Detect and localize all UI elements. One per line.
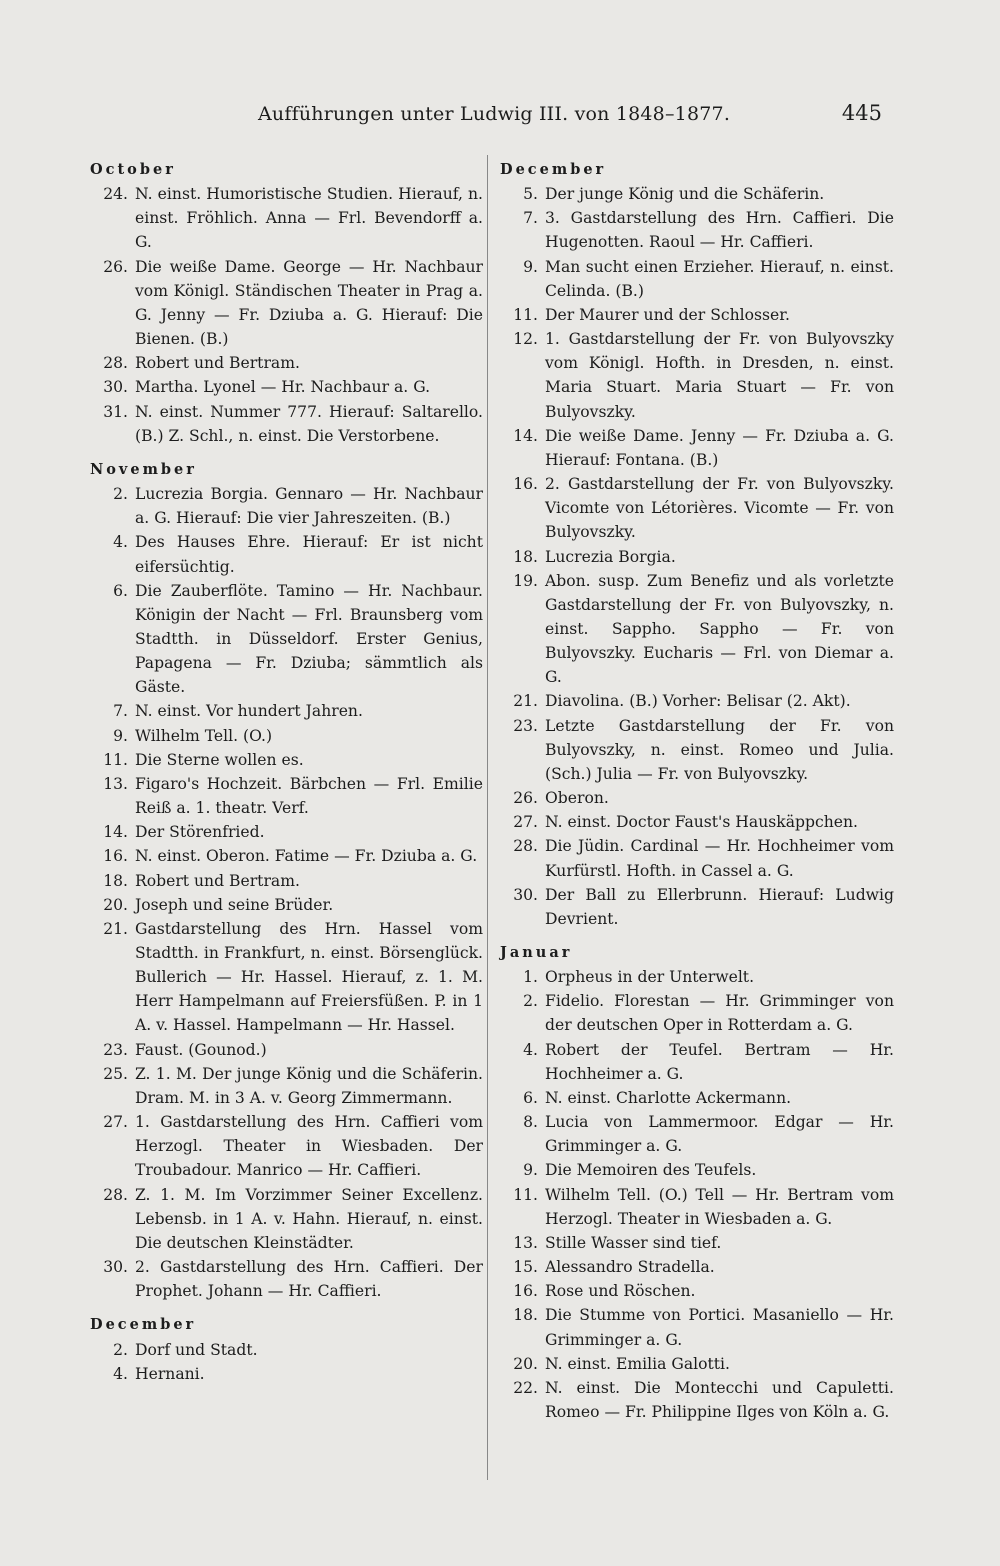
entry-date: 6. <box>523 1088 538 1107</box>
month-section <box>90 458 483 1303</box>
entry-text: N. einst. Emilia Galotti. <box>545 1354 730 1373</box>
performance-entry <box>90 530 483 578</box>
entry-date: 18. <box>513 1306 538 1325</box>
month-heading: December <box>500 161 607 178</box>
performance-entry <box>500 327 894 424</box>
performance-entry <box>500 810 894 834</box>
entry-date: 11. <box>513 1185 538 1204</box>
month-section <box>500 941 894 1424</box>
performance-entry <box>90 1183 483 1255</box>
entry-date: 12. <box>513 330 538 349</box>
entry-date: 14. <box>513 426 538 445</box>
entry-date: 2. <box>523 992 538 1011</box>
entry-date: 24. <box>103 185 128 204</box>
performance-entry <box>500 424 894 472</box>
entry-text: Die Jüdin. Cardinal — Hr. Hochheimer vom Kurfürstl. Hofth. in Cassel a. G. <box>545 837 894 880</box>
performance-entry <box>500 834 894 882</box>
page-header <box>0 103 1000 133</box>
entry-date: 14. <box>103 823 128 842</box>
performance-entry <box>90 482 483 530</box>
entry-date: 9. <box>523 257 538 276</box>
performance-list <box>500 182 894 931</box>
entry-text: 1. Gastdarstellung der Fr. von Bulyovszky vom Königl. Hofth. in Dresden, n. einst. Maria Stuart. Maria Stuart — Fr. von Bulyovszky. <box>545 330 894 421</box>
entry-text: N. einst. Nummer 777. Hierauf: Saltarello. (B.) Z. Schl., n. einst. Die Verstorbene. <box>135 402 483 445</box>
entry-text: N. einst. Die Montecchi und Capuletti. Romeo — Fr. Philippine Ilges von Köln a. G. <box>545 1378 894 1421</box>
performance-entry <box>500 569 894 690</box>
entry-date: 11. <box>103 750 128 769</box>
entry-text: Man sucht einen Erzieher. Hierauf, n. einst. Celinda. (B.) <box>545 257 894 300</box>
month-section <box>90 158 483 448</box>
entry-date: 7. <box>113 702 128 721</box>
performance-list <box>500 965 894 1424</box>
performance-entry <box>90 1062 483 1110</box>
entry-date: 28. <box>103 1185 128 1204</box>
entry-text: Fidelio. Florestan — Hr. Grimminger von der deutschen Oper in Rotterdam a. G. <box>545 992 894 1035</box>
column-divider <box>487 155 488 1480</box>
entry-date: 6. <box>113 581 128 600</box>
entry-text: Gastdarstellung des Hrn. Hassel vom Stadtth. in Frankfurt, n. einst. Börsenglück. Bullerich — Hr. Hassel. Hierauf, z. 1. M. Herr Hampelmann auf Freiersfüßen. P. in 1 A. v. Hassel. Hampelmann — Hr. Hassel. <box>135 919 483 1035</box>
entry-date: 11. <box>513 305 538 324</box>
entry-date: 4. <box>523 1040 538 1059</box>
entry-date: 27. <box>513 813 538 832</box>
performance-entry <box>90 893 483 917</box>
entry-text: N. einst. Doctor Faust's Hauskäppchen. <box>545 813 858 832</box>
entry-date: 7. <box>523 209 538 228</box>
entry-text: N. einst. Vor hundert Jahren. <box>135 702 363 721</box>
entry-text: 1. Gastdarstellung des Hrn. Caffieri vom Herzogl. Theater in Wiesbaden. Der Troubadour. Manrico — Hr. Caffieri. <box>135 1113 483 1180</box>
month-heading: October <box>90 161 176 178</box>
performance-entry <box>90 1338 483 1362</box>
entry-text: Figaro's Hochzeit. Bärbchen — Frl. Emilie Reiß a. 1. theatr. Verf. <box>135 774 483 818</box>
entry-text: Die weiße Dame. George — Hr. Nachbaur vom Königl. Ständischen Theater in Prag a. G. Jenny — Fr. Dziuba a. G. Hierauf: Die Bienen. (B.) <box>135 257 483 349</box>
performance-entry <box>500 182 894 206</box>
entry-text: Wilhelm Tell. (O.) <box>135 726 273 745</box>
entry-date: 30. <box>103 378 128 397</box>
performance-entry <box>90 375 483 399</box>
right-column <box>500 158 894 1434</box>
performance-entry <box>90 869 483 893</box>
performance-list <box>90 482 483 1303</box>
performance-entry <box>500 255 894 303</box>
performance-entry <box>500 1231 894 1255</box>
entry-date: 4. <box>113 533 128 552</box>
entry-date: 25. <box>103 1064 128 1083</box>
entry-date: 9. <box>113 726 128 745</box>
entry-date: 18. <box>513 547 538 566</box>
entry-text: Robert und Bertram. <box>135 354 300 373</box>
performance-entry <box>90 1255 483 1303</box>
entry-text: N. einst. Oberon. Fatime — Fr. Dziuba a. G. <box>135 847 478 866</box>
performance-entry <box>90 255 483 352</box>
performance-entry <box>500 1352 894 1376</box>
entry-text: Die Stumme von Portici. Masaniello — Hr. Grimminger a. G. <box>545 1306 894 1349</box>
entry-date: 21. <box>103 919 128 938</box>
entry-text: Robert und Bertram. <box>135 871 300 890</box>
performance-entry <box>500 545 894 569</box>
performance-entry <box>90 1110 483 1182</box>
entry-date: 23. <box>513 716 538 735</box>
entry-text: Dorf und Stadt. <box>135 1340 258 1359</box>
entry-text: 2. Gastdarstellung der Fr. von Bulyovszky. Vicomte von Létorières. Vicomte — Fr. von Bulyovszky. <box>545 475 894 542</box>
entry-text: Lucia von Lammermoor. Edgar — Hr. Grimminger a. G. <box>545 1113 894 1156</box>
performance-entry <box>90 400 483 448</box>
month-heading: Januar <box>500 944 573 961</box>
performance-entry <box>500 714 894 786</box>
entry-date: 21. <box>513 692 538 711</box>
performance-entry <box>500 1279 894 1303</box>
entry-date: 20. <box>513 1354 538 1373</box>
entry-text: Rose und Röschen. <box>545 1282 696 1301</box>
entry-text: Robert der Teufel. Bertram — Hr. Hochheimer a. G. <box>545 1040 894 1083</box>
entry-text: 3. Gastdarstellung des Hrn. Caffieri. Die Hugenotten. Raoul — Hr. Caffieri. <box>545 209 894 252</box>
performance-entry <box>90 917 483 1038</box>
performance-entry <box>500 1158 894 1182</box>
entry-text: Diavolina. (B.) Vorher: Belisar (2. Akt). <box>545 692 851 711</box>
entry-text: Alessandro Stradella. <box>545 1258 715 1277</box>
entry-text: Z. 1. M. Der junge König und die Schäferin. Dram. M. in 3 A. v. Georg Zimmermann. <box>135 1064 483 1107</box>
entry-text: Die Memoiren des Teufels. <box>545 1161 757 1180</box>
entry-date: 16. <box>513 475 538 494</box>
performance-entry <box>90 772 483 820</box>
month-section <box>500 158 894 931</box>
entry-text: Z. 1. M. Im Vorzimmer Seiner Excellenz. Lebensb. in 1 A. v. Hahn. Hierauf, n. einst. Die deutschen Kleinstädter. <box>135 1185 483 1252</box>
performance-entry <box>90 820 483 844</box>
performance-entry <box>500 472 894 544</box>
entry-date: 22. <box>513 1378 538 1397</box>
performance-entry <box>500 303 894 327</box>
performance-entry <box>500 689 894 713</box>
entry-date: 20. <box>103 895 128 914</box>
performance-entry <box>500 1038 894 1086</box>
performance-entry <box>90 748 483 772</box>
entry-date: 4. <box>113 1364 128 1383</box>
entry-date: 28. <box>513 837 538 856</box>
month-section <box>90 1313 483 1385</box>
entry-date: 26. <box>513 789 538 808</box>
entry-text: Wilhelm Tell. (O.) Tell — Hr. Bertram vom Herzogl. Theater in Wiesbaden a. G. <box>545 1185 894 1228</box>
entry-date: 13. <box>513 1233 538 1252</box>
page-number: 445 <box>841 101 882 125</box>
entry-text: Letzte Gastdarstellung der Fr. von Bulyovszky, n. einst. Romeo und Julia. (Sch.) Julia — Fr. von Bulyovszky. <box>545 716 894 783</box>
entry-text: Die Sterne wollen es. <box>135 750 304 769</box>
performance-list <box>90 1338 483 1386</box>
performance-entry <box>90 351 483 375</box>
entry-date: 16. <box>103 847 128 866</box>
performance-entry <box>90 724 483 748</box>
entry-text: Die Zauberflöte. Tamino — Hr. Nachbaur. Königin der Nacht — Frl. Braunsberg vom Stadtth. in Düsseldorf. Erster Genius, Papagena — Fr. Dziuba; sämmtlich als Gäste. <box>135 581 483 697</box>
entry-date: 23. <box>103 1040 128 1059</box>
performance-entry <box>90 579 483 700</box>
performance-entry <box>90 1038 483 1062</box>
performance-entry <box>90 844 483 868</box>
entry-date: 18. <box>103 871 128 890</box>
left-column <box>90 158 483 1396</box>
entry-text: Lucrezia Borgia. <box>545 547 676 566</box>
entry-text: Abon. susp. Zum Benefiz und als vorletzte Gastdarstellung der Fr. von Bulyovszky, n. einst. Sappho. Sappho — Fr. von Bulyovszky. Eucharis — Frl. von Diemar a. G. <box>545 571 894 687</box>
entry-date: 16. <box>513 1282 538 1301</box>
entry-text: Stille Wasser sind tief. <box>545 1233 722 1252</box>
entry-date: 27. <box>103 1113 128 1132</box>
performance-entry <box>500 1376 894 1424</box>
entry-date: 2. <box>113 1340 128 1359</box>
entry-text: N. einst. Humoristische Studien. Hierauf, n. einst. Fröhlich. Anna — Frl. Bevendorff a. G. <box>135 185 483 252</box>
performance-entry <box>500 1303 894 1351</box>
entry-text: Martha. Lyonel — Hr. Nachbaur a. G. <box>135 378 431 397</box>
performance-entry <box>500 1086 894 1110</box>
entry-text: Joseph und seine Brüder. <box>135 895 334 914</box>
entry-text: Der Maurer und der Schlosser. <box>545 305 790 324</box>
performance-entry <box>90 1362 483 1386</box>
performance-entry <box>500 989 894 1037</box>
entry-text: Der Störenfried. <box>135 823 265 842</box>
entry-date: 30. <box>513 885 538 904</box>
month-heading: December <box>90 1316 197 1334</box>
entry-text: Der Ball zu Ellerbrunn. Hierauf: Ludwig Devrient. <box>545 885 894 928</box>
entry-date: 2. <box>113 485 128 504</box>
entry-text: Die weiße Dame. Jenny — Fr. Dziuba a. G. Hierauf: Fontana. (B.) <box>545 426 894 469</box>
performance-entry <box>500 883 894 931</box>
entry-text: Oberon. <box>545 789 609 808</box>
entry-text: 2. Gastdarstellung des Hrn. Caffieri. Der Prophet. Johann — Hr. Caffieri. <box>135 1258 483 1301</box>
entry-text: Der junge König und die Schäferin. <box>545 185 825 204</box>
entry-text: Hernani. <box>135 1364 205 1383</box>
performance-entry <box>500 1183 894 1231</box>
month-heading: November <box>90 460 197 478</box>
performance-list <box>90 182 483 448</box>
entry-date: 8. <box>523 1113 538 1132</box>
performance-entry <box>500 1110 894 1158</box>
entry-text: Des Hauses Ehre. Hierauf: Er ist nicht eifersüchtig. <box>135 533 483 576</box>
entry-date: 28. <box>103 354 128 373</box>
performance-entry <box>500 786 894 810</box>
entry-date: 15. <box>513 1258 538 1277</box>
performance-entry <box>90 182 483 254</box>
performance-entry <box>500 965 894 989</box>
entry-date: 30. <box>103 1258 128 1277</box>
entry-text: Orpheus in der Unterwelt. <box>545 968 755 987</box>
running-title: Aufführungen unter Ludwig III. von 1848–1877. <box>258 103 731 125</box>
entry-date: 5. <box>523 185 538 204</box>
performance-entry <box>500 206 894 254</box>
entry-date: 19. <box>513 571 538 590</box>
performance-entry <box>90 699 483 723</box>
performance-entry <box>500 1255 894 1279</box>
entry-text: Lucrezia Borgia. Gennaro — Hr. Nachbaur a. G. Hierauf: Die vier Jahreszeiten. (B.) <box>135 485 483 528</box>
entry-text: N. einst. Charlotte Ackermann. <box>545 1088 792 1107</box>
entry-date: 9. <box>523 1161 538 1180</box>
entry-date: 13. <box>103 774 128 793</box>
entry-text: Faust. (Gounod.) <box>135 1040 267 1059</box>
entry-date: 26. <box>103 257 128 276</box>
entry-date: 31. <box>103 402 128 421</box>
entry-date: 1. <box>523 968 538 987</box>
